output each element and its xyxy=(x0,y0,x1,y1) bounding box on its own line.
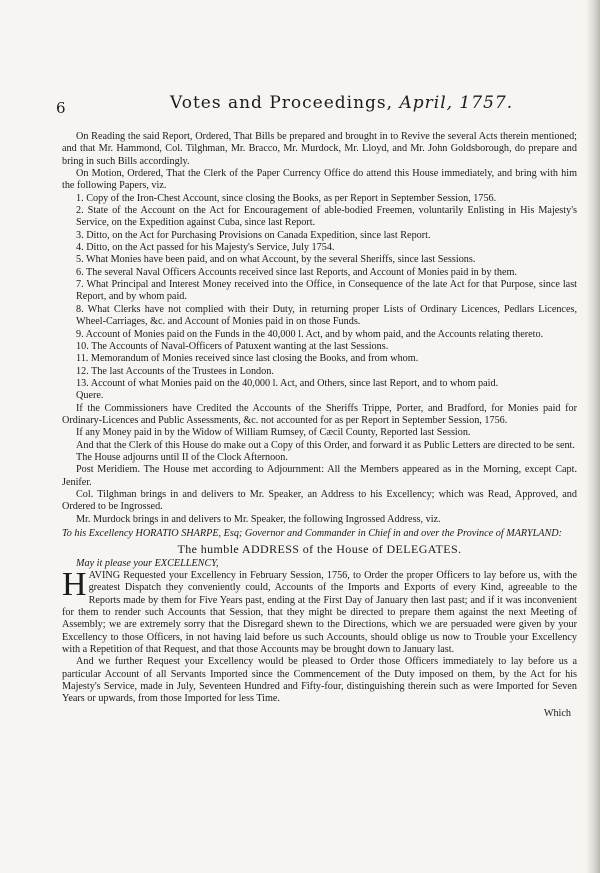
list-item: 10. The Accounts of Naval-Officers of Patuxent wanting at the last Sessions. xyxy=(76,340,389,352)
list-item: 11. Memorandum of Monies received since last closing the Books, and from whom. xyxy=(76,353,419,365)
address-heading: The humble ADDRESS of the House of DELEGATES. xyxy=(177,542,462,557)
header-title: Votes and Proceedings, xyxy=(170,93,394,113)
address-body-1: AVING Requested your Excellency in February Session, 1756, to Order the proper Officers to lay before us, with the greatest Dispatch they conveniently could, Accounts of the Imports and Exports of every Kind, agreeable to the Reports made by them for Five Years past, ending at the First Day of January then last past; and if it was inconvenient for them to render such Accounts that Session, that they might be directed to prepare them against the next Meeting of Assembly; we are extremely sorry that the Disregard shewn to the Directions, which we are persuaded were given by your Excellency to those Officers, in not having laid before us such Accounts, should oblige us now to Trouble your Excellency with a Repetition of that Request, and that those Accounts may be brought down to January last. xyxy=(62,570,577,656)
body-text xyxy=(62,131,577,720)
list-item: 3. Ditto, on the Act for Purchasing Provisions on Canada Expedition, since last Report. xyxy=(76,229,431,241)
drop-cap: H xyxy=(62,566,87,604)
page-edge xyxy=(586,0,600,873)
paragraph: Post Meridiem. The House met according to Adjournment: All the Members appeared as in the Morning, except Capt. Jenifer. xyxy=(62,464,577,488)
paragraph: On Motion, Ordered, That the Clerk of the Paper Currency Office do attend this House immediately, and bring with him the following Papers, viz. xyxy=(62,168,577,192)
paragraph: If any Money paid in by the Widow of William Rumsey, of Cæcil County, Reported last Session. xyxy=(76,427,471,439)
paragraph: Col. Tilghman brings in and delivers to Mr. Speaker, an Address to his Excellency; which was Read, Approved, and Ordered to be Ingrossed. xyxy=(62,488,577,513)
list-item: 12. The last Accounts of the Trustees in London. xyxy=(76,365,274,377)
paragraph: And that the Clerk of this House do make out a Copy of this Order, and forward it as Public Letters are directed to be sent. xyxy=(76,439,575,451)
list-item: 2. State of the Account on the Act for Encouragement of able-bodied Freemen, voluntarily Enlisting in His Majesty's Service, on the Expedition against Cuba, since last Report. xyxy=(76,205,577,229)
list-item: 9. Account of Monies paid on the Funds in the 40,000 l. Act, and by whom paid, and the Accounts relating thereto. xyxy=(76,328,544,340)
list-item: 7. What Principal and Interest Money received into the Office, in Consequence of the late Act for that Purpose, since last Report, and by whom paid. xyxy=(76,279,577,303)
salutation: May it please your EXCELLENCY, xyxy=(76,557,219,569)
query-label: Quere. xyxy=(76,390,104,402)
list-item: 1. Copy of the Iron-Chest Account, since closing the Books, as per Report in September Session, 1756. xyxy=(76,192,497,204)
list-item: 6. The several Naval Officers Accounts received since last Reports, and Account of Monies paid in by them. xyxy=(76,266,517,278)
list-item: 13. Account of what Monies paid on the 40,000 l. Act, and Others, since last Report, and to whom paid. xyxy=(76,377,499,389)
adjournment-note: The House adjourns until II of the Clock Afternoon. xyxy=(76,451,288,463)
paragraph: On Reading the said Report, Ordered, That Bills be prepared and brought in to Revive the several Acts therein mentioned; and that Mr. Hammond, Col. Tilghman, Mr. Bracco, Mr. Murdock, Mr. Lloyd, and Mr. John Goldsborough, do prepare and bring in such Bills accordingly. xyxy=(62,131,577,167)
running-header xyxy=(170,93,513,113)
paragraph: Mr. Murdock brings in and delivers to Mr. Speaker, the following Ingrossed Address, viz. xyxy=(76,513,441,525)
catchword: Which xyxy=(543,707,571,719)
list-item: 5. What Monies have been paid, and on what Account, by the several Sheriffs, since last Sessions. xyxy=(76,254,476,266)
page-number: 6 xyxy=(56,99,66,117)
address-body-2: And we further Request your Excellency would be pleased to Order those Officers immediately to lay before us a particular Account of all Servants Imported since the Commencement of the Duty imposed on them, by the Act for his Majesty's Service, made in July, Seventeen Hundred and Fifty-four, distinguishing therein such as were Imported for Seven Years or upwards, from those Imported for less Time. xyxy=(62,656,577,705)
paragraph: If the Commissioners have Credited the Accounts of the Sheriffs Trippe, Porter, and Bradford, for Monies paid for Ordinary-Licences and Public Assessments, &c. not accounted for as per Report in September Session, 1756. xyxy=(62,402,577,426)
address-recipient: To his Excellency HORATIO SHARPE, Esq; Governor and Commander in Chief in and over the Province of MARYLAND: xyxy=(62,528,563,539)
address-paragraph xyxy=(62,566,577,656)
header-date: April, 1757. xyxy=(399,93,514,113)
list-item: 4. Ditto, on the Act passed for his Majesty's Service, July 1754. xyxy=(76,242,335,254)
list-item: 8. What Clerks have not complied with their Duty, in returning proper Lists of Ordinary Licences, Pedlars Licences, Wheel-Carriages, &c. and Account of Monies paid in on those Funds. xyxy=(76,303,577,328)
